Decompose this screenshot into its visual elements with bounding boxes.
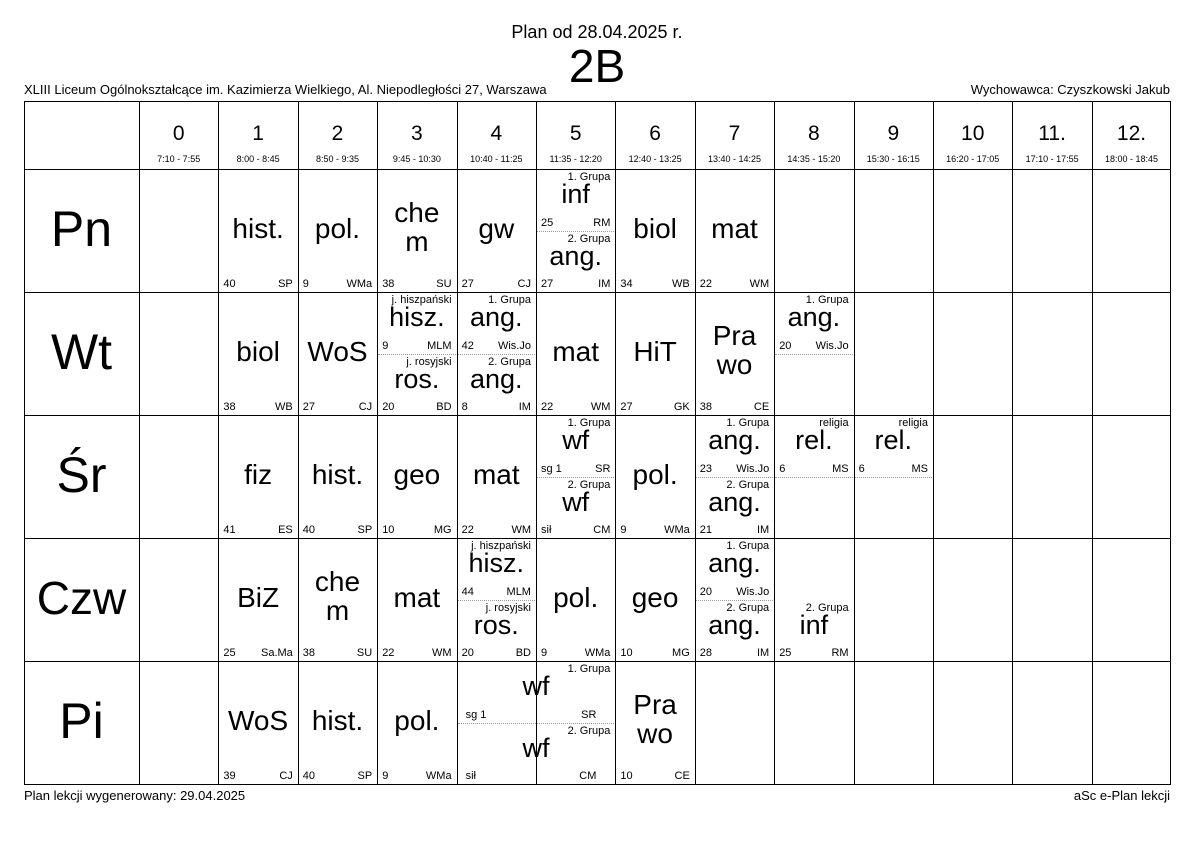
lesson-cell[interactable] (378, 416, 455, 538)
group-divider (775, 354, 852, 355)
group-label: j. rosyjski (406, 355, 452, 368)
subject-label: ros. (473, 609, 519, 640)
teacher-code: MS (911, 462, 928, 475)
group-label: 2. Grupa (726, 478, 770, 491)
period-number: 10 (961, 122, 985, 145)
period-number: 3 (411, 122, 423, 145)
teacher-code: WMa (664, 524, 690, 536)
group-label: 1. Grupa (567, 171, 611, 183)
teacher-code: WMa (425, 770, 452, 782)
room-number: 22 (541, 401, 554, 413)
subject-label: geo (631, 582, 679, 613)
teacher-code: SP (278, 278, 293, 290)
lesson-cell[interactable] (537, 416, 614, 477)
lesson-cell[interactable] (696, 293, 773, 415)
room-number: 25 (541, 216, 554, 229)
period-time: 13:40 - 14:25 (707, 154, 762, 164)
period-time: 14:35 - 15:20 (787, 154, 841, 164)
lesson-cell[interactable] (219, 170, 296, 292)
subject-label: ang. (470, 302, 523, 332)
period-number: 5 (569, 122, 582, 145)
room-number: 44 (461, 585, 474, 598)
subject-label: ang. (708, 548, 761, 578)
school-name: XLIII Liceum Ogólnokształcące im. Kazimierza Wielkiego, Al. Niepodległości 27, Warszawa (24, 82, 547, 97)
room-number: 40 (302, 770, 316, 782)
lesson-cell[interactable] (219, 539, 296, 661)
lesson-cell[interactable] (537, 232, 614, 293)
group-label: 2. Grupa (567, 724, 611, 737)
period-time: 9:45 - 10:30 (392, 154, 441, 164)
lesson-cell[interactable] (299, 662, 376, 784)
room-number: 28 (699, 647, 713, 659)
lesson-cell[interactable] (458, 724, 615, 785)
subject-label: WoS (228, 705, 289, 736)
software-credit: aSc e-Plan lekcji (1073, 788, 1170, 803)
period-time: 16:20 - 17:05 (946, 154, 1000, 164)
subject-label: che m (394, 197, 440, 258)
teacher-code: BD (436, 401, 452, 413)
subject-label: pol. (632, 459, 678, 490)
room-number: 41 (223, 524, 236, 536)
subject-label: ang. (470, 363, 523, 394)
period-number: 2 (331, 122, 344, 145)
room-number: 23 (699, 462, 713, 475)
teacher-code: CE (753, 401, 770, 413)
lesson-cell[interactable] (458, 601, 535, 662)
period-number: 4 (490, 122, 503, 145)
group-label: 1. Grupa (805, 294, 849, 306)
period-number: 1 (252, 122, 264, 145)
subject-label: hist. (232, 213, 284, 244)
teacher-code: MLM (506, 585, 531, 598)
subject-label: pol. (394, 705, 440, 736)
grid-line (1092, 101, 1093, 784)
subject-label: ang. (549, 240, 602, 271)
subject-label: rel. (795, 425, 833, 455)
room-number: 25 (223, 647, 236, 659)
teacher-code: SR (581, 708, 597, 721)
lesson-cell[interactable] (616, 170, 693, 292)
teacher-code: IM (518, 401, 531, 413)
room-number: 20 (461, 647, 474, 659)
room-number: 20 (779, 339, 792, 352)
class-name: 2B (568, 40, 626, 92)
subject-label: hist. (311, 705, 364, 736)
teacher-code: MG (672, 647, 690, 659)
room-number: 10 (620, 770, 633, 782)
teacher-code: ES (278, 524, 293, 536)
subject-label: hist. (311, 459, 364, 490)
day-label: Pn (50, 200, 113, 257)
teacher-code: SU (356, 647, 373, 659)
period-time: 15:30 - 16:15 (866, 154, 920, 164)
subject-label: geo (393, 459, 441, 490)
teacher-code: SR (595, 462, 611, 475)
generated-date: Plan lekcji wygenerowany: 29.04.2025 (24, 788, 246, 803)
lesson-cell[interactable] (616, 539, 693, 661)
group-label: 1. Grupa (726, 540, 770, 552)
teacher-code: MG (433, 524, 452, 536)
room-number: 6 (779, 462, 786, 475)
subject-label: Pra wo (633, 689, 677, 750)
group-label: 1. Grupa (567, 417, 611, 429)
room-number: 22 (461, 524, 474, 536)
room-number: 27 (620, 401, 633, 413)
teacher-code: WB (672, 278, 690, 290)
subject-label: ros. (394, 363, 440, 394)
room-number: sił (465, 770, 476, 782)
teacher-code: WMa (346, 278, 373, 290)
period-number: 8 (808, 122, 820, 145)
room-number: 40 (302, 524, 316, 536)
teacher-code: IM (756, 647, 770, 659)
period-number: 12. (1116, 122, 1147, 145)
teacher-code: SP (357, 770, 373, 782)
teacher-code: Wis.Jo (736, 585, 770, 598)
teacher-code: CE (674, 770, 690, 782)
subject-label: mat (393, 582, 441, 613)
grid-line (1012, 101, 1013, 784)
teacher-code: WM (590, 401, 611, 413)
lesson-cell[interactable] (378, 293, 455, 354)
subject-label: BiZ (237, 582, 280, 613)
teacher-code: SU (436, 278, 452, 290)
lesson-cell[interactable] (299, 170, 376, 292)
period-time: 10:40 - 11:25 (470, 154, 523, 164)
room-number: 10 (382, 524, 395, 536)
room-number: 8 (461, 401, 468, 413)
teacher-code: IM (598, 278, 611, 290)
teacher-code: CJ (358, 401, 373, 413)
lesson-cell[interactable] (537, 293, 614, 415)
lesson-cell[interactable] (696, 478, 773, 539)
subject-label: ang. (708, 609, 761, 640)
lesson-cell[interactable] (616, 416, 693, 538)
teacher-code: IM (756, 524, 770, 536)
subject-label: WoS (307, 336, 368, 367)
room-number: 38 (382, 278, 395, 290)
lesson-cell[interactable] (537, 539, 614, 661)
period-number: 9 (887, 122, 900, 145)
teacher-code: WMa (584, 647, 611, 659)
lesson-cell[interactable] (219, 293, 296, 415)
group-label: j. rosyjski (485, 601, 531, 614)
lesson-cell[interactable] (775, 293, 852, 354)
subject-label: fiz (244, 459, 273, 490)
subject-label: mat (472, 459, 520, 490)
room-number: 22 (382, 647, 395, 659)
room-number: 9 (382, 339, 389, 352)
room-number: 9 (302, 278, 309, 290)
room-number: sg 1 (541, 462, 562, 475)
lesson-cell[interactable] (696, 601, 773, 662)
room-number: 38 (302, 647, 316, 659)
lesson-cell[interactable] (458, 416, 535, 538)
teacher-code: MS (832, 462, 849, 475)
room-number: 20 (382, 401, 395, 413)
room-number: 9 (620, 524, 627, 536)
group-label: 2. Grupa (805, 601, 849, 614)
lesson-cell[interactable] (378, 662, 455, 784)
room-number: 10 (620, 647, 633, 659)
group-label: 2. Grupa (567, 232, 611, 245)
lesson-cell[interactable] (299, 293, 376, 415)
class-teacher: Wychowawca: Czyszkowski Jakub (970, 82, 1170, 97)
subject-label: biol (633, 213, 677, 244)
teacher-code: Sa.Ma (260, 647, 293, 659)
lesson-cell[interactable] (537, 170, 614, 231)
subject-label: pol. (553, 582, 599, 613)
lesson-cell[interactable] (616, 293, 693, 415)
period-number: 7 (728, 122, 741, 145)
subject-label: ang. (787, 302, 841, 332)
room-number: sg 1 (465, 708, 487, 721)
lesson-cell[interactable] (616, 662, 693, 784)
grid-line (24, 101, 1170, 102)
grid-line (1170, 101, 1171, 785)
group-label: 1. Grupa (488, 294, 531, 306)
lesson-cell[interactable] (378, 539, 455, 661)
room-number: 21 (699, 524, 713, 536)
lesson-cell[interactable] (219, 416, 296, 538)
teacher-code: Wis.Jo (815, 339, 849, 352)
group-label: religia (819, 417, 849, 429)
grid-line (24, 784, 1171, 785)
subject-label: gw (478, 213, 515, 244)
subject-label: wf (562, 486, 590, 517)
room-number: 27 (461, 278, 474, 290)
teacher-code: WM (511, 524, 531, 536)
room-number: sił (541, 524, 552, 536)
teacher-code: MLM (427, 339, 452, 352)
lesson-cell[interactable] (855, 416, 932, 477)
group-label: 2. Grupa (488, 355, 531, 368)
subject-label: mat (711, 213, 758, 244)
group-label: 1. Grupa (726, 417, 770, 429)
plan-date: Plan od 28.04.2025 r. (511, 22, 683, 42)
lesson-cell[interactable] (696, 170, 773, 292)
room-number: 34 (620, 278, 633, 290)
group-label: j. hiszpański (471, 540, 531, 552)
room-number: 40 (223, 278, 236, 290)
room-number: 38 (699, 401, 713, 413)
period-number: 11. (1038, 122, 1066, 145)
group-label: 2. Grupa (726, 601, 770, 614)
period-time: 7:10 - 7:55 (157, 154, 201, 164)
teacher-code: Wis.Jo (736, 462, 770, 475)
subject-label: Pra wo (712, 320, 757, 381)
day-label: Pi (59, 692, 104, 749)
lesson-cell[interactable] (458, 293, 535, 354)
subject-label: HiT (633, 336, 677, 367)
grid-line (139, 101, 140, 784)
lesson-cell[interactable] (378, 170, 455, 292)
period-time: 11:35 - 12:20 (549, 154, 602, 164)
room-number: 39 (223, 770, 236, 782)
period-time: 8:00 - 8:45 (236, 154, 280, 164)
teacher-code: RM (593, 216, 611, 229)
subject-label: rel. (874, 425, 913, 455)
room-number: 25 (779, 647, 792, 659)
lesson-cell[interactable] (775, 601, 852, 662)
teacher-code: SP (357, 524, 373, 536)
lesson-cell[interactable] (537, 478, 614, 539)
group-divider (775, 477, 852, 478)
subject-label: hisz. (389, 302, 445, 332)
subject-label: ang. (708, 425, 761, 455)
teacher-code: CJ (517, 278, 531, 290)
group-divider (855, 477, 932, 478)
teacher-code: WM (432, 647, 452, 659)
day-label: Czw (36, 571, 127, 624)
subject-label: mat (552, 336, 600, 367)
lesson-cell[interactable] (696, 539, 773, 600)
lesson-cell[interactable] (299, 539, 376, 661)
teacher-code: WM (749, 278, 770, 290)
lesson-cell[interactable] (378, 355, 455, 416)
period-number: 6 (649, 122, 661, 145)
day-label: Śr (56, 446, 107, 503)
teacher-code: WB (275, 401, 293, 413)
group-label: 2. Grupa (567, 478, 611, 491)
room-number: 27 (541, 278, 554, 290)
subject-label: wf (522, 732, 550, 763)
lesson-cell[interactable] (219, 662, 296, 784)
lesson-cell[interactable] (458, 355, 535, 416)
subject-label: che m (314, 566, 361, 627)
subject-label: wf (522, 671, 550, 701)
room-number: 38 (223, 401, 236, 413)
teacher-code: RM (831, 647, 849, 659)
subject-label: inf (561, 179, 590, 209)
teacher-code: GK (673, 401, 690, 413)
subject-label: pol. (314, 213, 361, 244)
group-label: j. hiszpański (391, 294, 452, 306)
period-number: 0 (172, 122, 185, 145)
lesson-cell[interactable] (458, 539, 535, 600)
day-label: Wt (50, 323, 113, 380)
group-label: 1. Grupa (567, 663, 611, 675)
lesson-cell[interactable] (696, 416, 773, 477)
lesson-cell[interactable] (458, 170, 535, 292)
room-number: 6 (858, 462, 865, 475)
teacher-code: CM (579, 770, 597, 782)
subject-label: biol (236, 336, 280, 367)
teacher-code: CJ (279, 770, 293, 782)
subject-label: ang. (708, 486, 761, 517)
lesson-cell[interactable] (458, 662, 615, 723)
room-number: 27 (302, 401, 316, 413)
period-time: 18:00 - 18:45 (1104, 154, 1159, 164)
teacher-code: Wis.Jo (497, 339, 531, 352)
subject-label: wf (562, 425, 590, 455)
teacher-code: BD (515, 647, 531, 659)
subject-label: hisz. (468, 548, 525, 578)
room-number: 9 (541, 647, 548, 659)
subject-label: inf (799, 609, 829, 640)
period-time: 12:40 - 13:25 (628, 154, 682, 164)
room-number: 22 (699, 278, 713, 290)
room-number: 42 (461, 339, 474, 352)
grid-line (933, 101, 934, 784)
lesson-cell[interactable] (775, 416, 852, 477)
room-number: 20 (699, 585, 713, 598)
room-number: 9 (382, 770, 389, 782)
group-label: religia (898, 417, 928, 429)
period-time: 8:50 - 9:35 (315, 154, 359, 164)
teacher-code: CM (593, 524, 611, 536)
lesson-cell[interactable] (299, 416, 376, 538)
period-time: 17:10 - 17:55 (1025, 154, 1079, 164)
